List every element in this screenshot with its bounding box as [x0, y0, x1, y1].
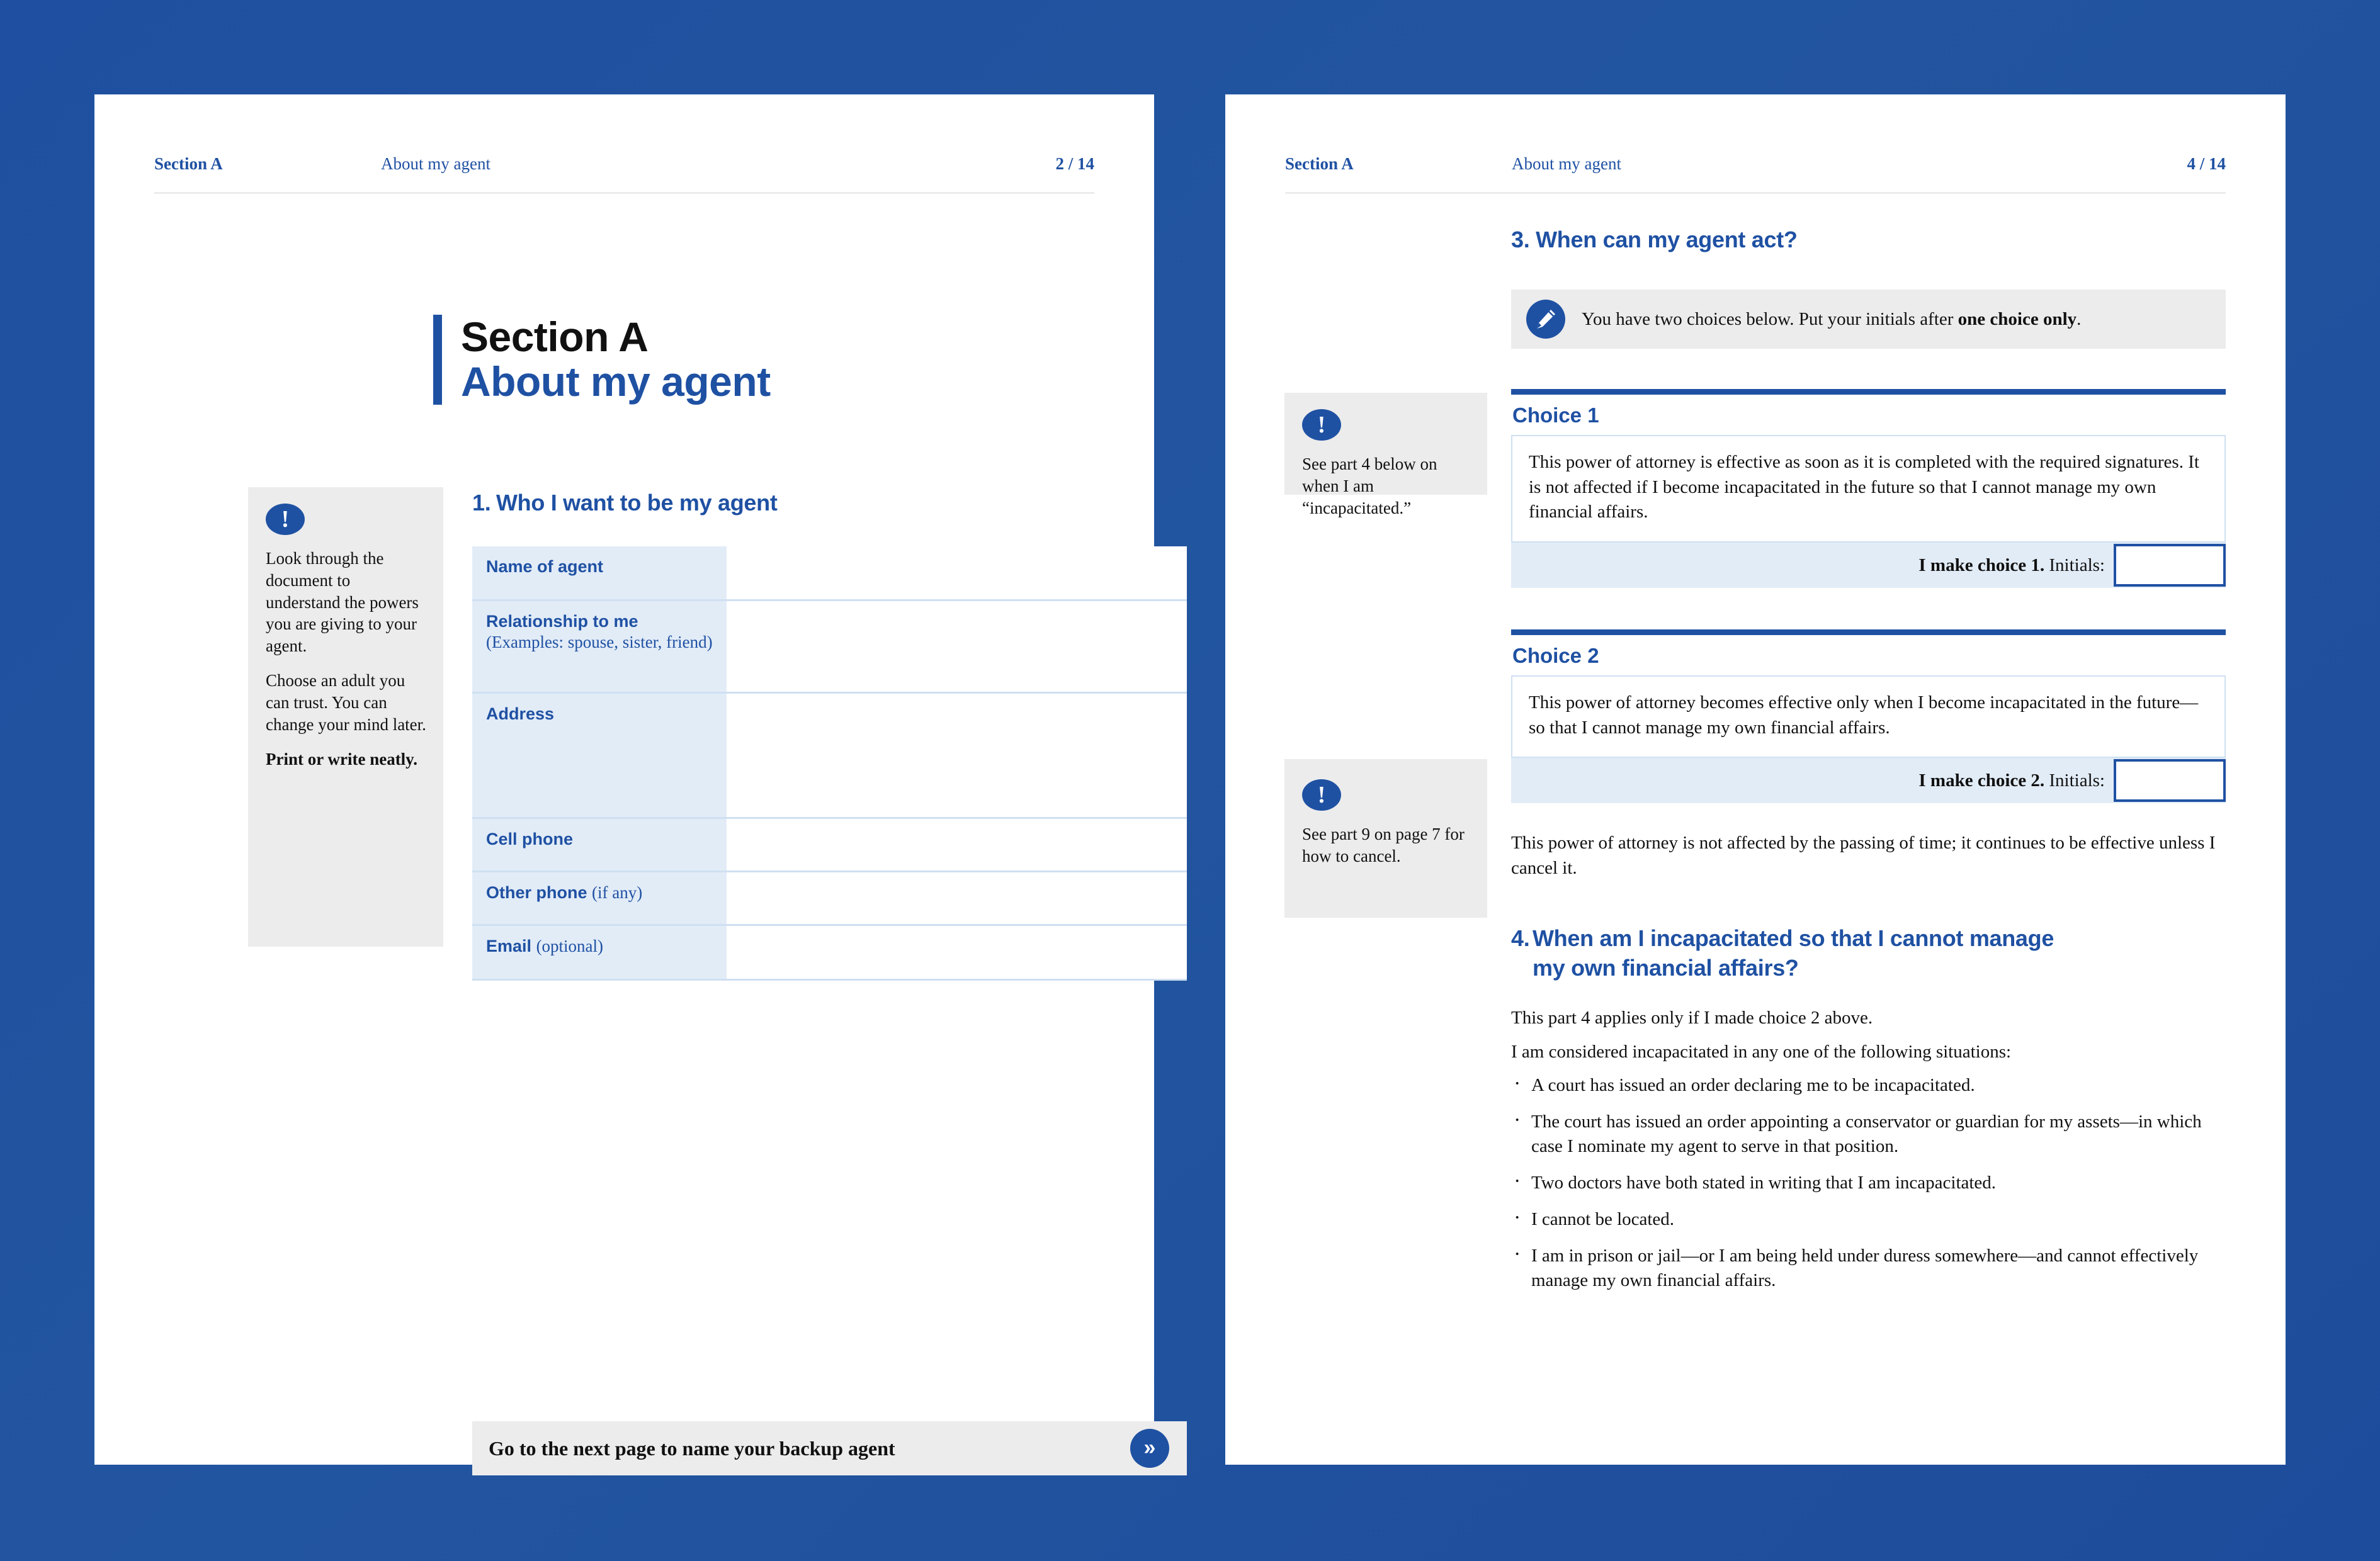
field-label-note: (optional)	[536, 937, 604, 955]
runhead-page-number: 2 / 14	[1055, 154, 1094, 173]
section-4-line2: my own financial affairs?	[1533, 954, 1799, 981]
page-title-line1: Section A	[461, 313, 649, 360]
paragraph-part4-applies: This part 4 applies only if I made choice 2 above.	[1511, 1008, 1873, 1028]
tip-text-bold: one choice only	[1958, 308, 2077, 329]
callout-paragraph: Look through the document to understand the powers you are giving to your agent.	[266, 549, 419, 656]
choice-1-initials-input[interactable]	[2114, 544, 2226, 587]
callout-emphasis: Print or write neatly.	[266, 749, 417, 769]
runhead-title: About my agent	[381, 154, 490, 173]
callout-text: See part 4 below on when I am “incapacitated.”	[1302, 454, 1437, 517]
next-page-label: Go to the next page to name your backup agent	[489, 1436, 895, 1460]
next-page-footer[interactable]	[472, 1421, 1187, 1475]
exclamation-icon: !	[1302, 779, 1341, 811]
title-accent-rule	[433, 315, 442, 405]
section-1-heading	[472, 490, 778, 516]
running-head-left	[154, 154, 1094, 194]
incapacity-situations-list	[1511, 1073, 2226, 1305]
paragraph-situations-intro: I am considered incapacitated in any one of the following situations:	[1511, 1042, 2012, 1062]
initials-label-bold: I make choice 2.	[1918, 770, 2045, 791]
pencil-icon	[1526, 300, 1565, 339]
section-4-line1: When am I incapacitated so that I cannot manage	[1533, 925, 2054, 951]
section-title-block	[433, 315, 771, 405]
margin-callout-cancel	[1284, 759, 1487, 918]
field-label-text: Other phone	[486, 883, 587, 902]
initials-label-bold: I make choice 1.	[1918, 555, 2045, 575]
list-item: · I am in prison or jail—or I am being held under duress somewhere—and cannot effectively manage my own financial affairs.	[1511, 1244, 2226, 1293]
page-title-line2: About my agent	[461, 358, 771, 405]
margin-callout-left	[248, 487, 443, 947]
field-label-text: Name of agent	[486, 557, 604, 576]
cell-phone-input[interactable]	[727, 818, 1187, 872]
choice-2-initials-label	[1918, 770, 2105, 791]
field-label-note: (if any)	[592, 883, 643, 902]
field-label-text: Cell phone	[486, 830, 574, 848]
choice-2-body: This power of attorney becomes effective only when I become incapacitated in the future—so that I cannot manage my own financial affairs.	[1529, 692, 2199, 738]
runhead-page-number: 4 / 14	[2187, 154, 2226, 173]
section-1-number: 1.	[472, 490, 491, 516]
field-label-name	[472, 546, 727, 600]
runhead-title: About my agent	[1512, 154, 1621, 173]
exclamation-icon: !	[1302, 409, 1341, 441]
field-label-address	[472, 693, 727, 818]
choice-2-initials-input[interactable]	[2114, 759, 2226, 802]
name-of-agent-input[interactable]	[727, 546, 1187, 600]
choice-1-body: This power of attorney is effective as soon as it is completed with the required signatures. It is not affected if I become incapacitated in the future so that I cannot manage my own financial affairs.	[1529, 452, 2199, 522]
choice-2-text-box	[1511, 675, 2226, 758]
choice-1-initials-label	[1918, 555, 2105, 576]
callout-text: See part 9 on page 7 for how to cancel.	[1302, 825, 1465, 865]
field-label-note: (Examples: spouse, sister, friend)	[486, 633, 713, 652]
exclamation-icon: !	[266, 504, 305, 535]
running-head-right	[1285, 154, 2226, 194]
other-phone-input[interactable]	[727, 872, 1187, 925]
document-page-left	[94, 94, 1154, 1465]
table-row	[472, 693, 1187, 818]
field-label-text: Relationship to me	[486, 612, 638, 631]
field-label-other-phone	[472, 872, 727, 925]
table-row	[472, 600, 1187, 693]
runhead-section: Section A	[154, 154, 223, 173]
section-1-label: Who I want to be my agent	[496, 490, 778, 516]
choice-1-label: Choice 1	[1512, 403, 1599, 427]
callout-paragraph: Choose an adult you can trust. You can change your mind later.	[266, 671, 426, 734]
tip-bar	[1511, 290, 2226, 349]
choice-1-initials-row	[1511, 543, 2226, 588]
paragraph-passing-of-time: This power of attorney is not affected by the passing of time; it continues to be effective unless I cancel it.	[1511, 833, 2216, 878]
relationship-input[interactable]	[727, 600, 1187, 693]
margin-callout-part4	[1284, 393, 1487, 517]
tip-text-after: .	[2077, 308, 2082, 329]
agent-info-form	[472, 546, 1187, 981]
table-row	[472, 872, 1187, 925]
address-input[interactable]	[727, 693, 1187, 818]
tip-bar-text	[1582, 309, 2081, 330]
section-3-heading: 3. When can my agent act?	[1511, 227, 1798, 252]
initials-label-rest: Initials:	[2044, 770, 2105, 791]
tip-text-before: You have two choices below. Put your initials after	[1582, 308, 1958, 329]
field-label-text: Email	[486, 937, 532, 955]
field-label-cell-phone	[472, 818, 727, 872]
choice-top-rule	[1511, 629, 2226, 635]
list-item: · I cannot be located.	[1511, 1207, 2226, 1232]
list-item: · The court has issued an order appointing a conservator or guardian for my assets—in which case I nominate my agent to serve in that position.	[1511, 1110, 2226, 1159]
choice-2-initials-row	[1511, 758, 2226, 803]
table-row	[472, 925, 1187, 980]
email-input[interactable]	[727, 925, 1187, 980]
field-label-text: Address	[486, 704, 555, 723]
field-label-relationship	[472, 600, 727, 693]
runhead-section: Section A	[1285, 154, 1354, 173]
choice-top-rule	[1511, 389, 2226, 395]
choice-2-block	[1511, 629, 2226, 803]
table-row	[472, 546, 1187, 600]
choice-2-label: Choice 2	[1512, 644, 1599, 667]
section-4-number: 4.	[1511, 925, 1530, 951]
table-row	[472, 818, 1187, 872]
double-chevron-right-icon[interactable]: »	[1130, 1429, 1169, 1468]
choice-1-block	[1511, 389, 2226, 588]
initials-label-rest: Initials:	[2044, 555, 2105, 575]
list-item: · A court has issued an order declaring me to be incapacitated.	[1511, 1073, 2226, 1098]
field-label-email	[472, 925, 727, 980]
section-4-heading	[1511, 924, 2223, 983]
choice-1-text-box	[1511, 435, 2226, 543]
list-item: · Two doctors have both stated in writing that I am incapacitated.	[1511, 1171, 2226, 1196]
